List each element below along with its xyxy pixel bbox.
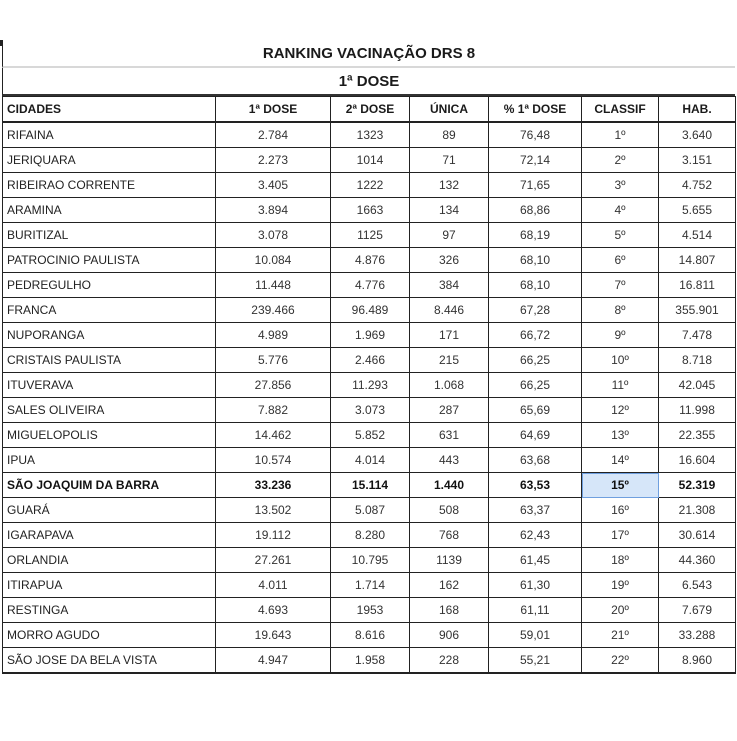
cell-dose1[interactable]: 33.236 bbox=[216, 473, 331, 498]
cell-dose2[interactable]: 5.087 bbox=[331, 498, 410, 523]
cell-unica[interactable]: 134 bbox=[410, 198, 489, 223]
table-row bbox=[3, 122, 736, 148]
cell-city[interactable]: ITIRAPUA bbox=[3, 573, 216, 598]
cell-dose1[interactable]: 13.502 bbox=[216, 498, 331, 523]
cell-city[interactable]: MIGUELOPOLIS bbox=[3, 423, 216, 448]
cell-unica[interactable]: 1.068 bbox=[410, 373, 489, 398]
cell-pct-dose1[interactable]: 59,01 bbox=[489, 623, 582, 648]
cell-classif[interactable]: 1º bbox=[582, 122, 659, 148]
cell-dose2[interactable]: 4.014 bbox=[331, 448, 410, 473]
cell-dose2[interactable]: 11.293 bbox=[331, 373, 410, 398]
table-row bbox=[3, 598, 736, 623]
cell-dose1[interactable]: 19.112 bbox=[216, 523, 331, 548]
cell-unica[interactable]: 97 bbox=[410, 223, 489, 248]
cell-dose1[interactable]: 5.776 bbox=[216, 348, 331, 373]
sheet-title: RANKING VACINAÇÃO DRS 8 bbox=[2, 40, 735, 68]
column-header-pct-dose1[interactable]: % 1ª DOSE bbox=[489, 97, 582, 123]
ranking-table bbox=[2, 96, 736, 674]
cell-city[interactable]: IGARAPAVA bbox=[3, 523, 216, 548]
cell-dose2[interactable]: 1.969 bbox=[331, 323, 410, 348]
table-row bbox=[3, 448, 736, 473]
cell-classif[interactable]: 15º bbox=[582, 473, 659, 498]
cell-hab[interactable]: 6.543 bbox=[659, 573, 736, 598]
table-row bbox=[3, 323, 736, 348]
cell-city[interactable]: FRANCA bbox=[3, 298, 216, 323]
cell-dose1[interactable]: 27.261 bbox=[216, 548, 331, 573]
table-row bbox=[3, 198, 736, 223]
cell-dose2[interactable]: 1663 bbox=[331, 198, 410, 223]
column-header-cidades[interactable]: CIDADES bbox=[3, 97, 216, 123]
cell-unica[interactable]: 168 bbox=[410, 598, 489, 623]
cell-pct-dose1[interactable]: 68,86 bbox=[489, 198, 582, 223]
cell-dose1[interactable]: 10.574 bbox=[216, 448, 331, 473]
cell-unica[interactable]: 384 bbox=[410, 273, 489, 298]
cell-city[interactable]: IPUA bbox=[3, 448, 216, 473]
cell-hab[interactable]: 355.901 bbox=[659, 298, 736, 323]
cell-dose2[interactable]: 2.466 bbox=[331, 348, 410, 373]
cell-dose1[interactable]: 3.078 bbox=[216, 223, 331, 248]
cell-classif[interactable]: 7º bbox=[582, 273, 659, 298]
table-row bbox=[3, 148, 736, 173]
table-row bbox=[3, 423, 736, 448]
cell-dose1[interactable]: 10.084 bbox=[216, 248, 331, 273]
cell-unica[interactable]: 1.440 bbox=[410, 473, 489, 498]
cell-pct-dose1[interactable]: 66,25 bbox=[489, 373, 582, 398]
cell-city[interactable]: RIFAINA bbox=[3, 122, 216, 148]
cell-pct-dose1[interactable]: 68,10 bbox=[489, 248, 582, 273]
cell-classif[interactable]: 22º bbox=[582, 648, 659, 674]
cell-pct-dose1[interactable]: 68,10 bbox=[489, 273, 582, 298]
cell-classif[interactable]: 14º bbox=[582, 448, 659, 473]
cell-city[interactable]: MORRO AGUDO bbox=[3, 623, 216, 648]
cell-pct-dose1[interactable]: 68,19 bbox=[489, 223, 582, 248]
cell-pct-dose1[interactable]: 71,65 bbox=[489, 173, 582, 198]
cell-pct-dose1[interactable]: 67,28 bbox=[489, 298, 582, 323]
table-row bbox=[3, 248, 736, 273]
cell-pct-dose1[interactable]: 63,68 bbox=[489, 448, 582, 473]
column-header-hab[interactable]: HAB. bbox=[659, 97, 736, 123]
cell-pct-dose1[interactable]: 64,69 bbox=[489, 423, 582, 448]
cell-dose1[interactable]: 2.784 bbox=[216, 122, 331, 148]
cell-dose2[interactable]: 10.795 bbox=[331, 548, 410, 573]
cell-unica[interactable]: 768 bbox=[410, 523, 489, 548]
table-row bbox=[3, 648, 736, 674]
cell-dose1[interactable]: 14.462 bbox=[216, 423, 331, 448]
cell-classif[interactable]: 10º bbox=[582, 348, 659, 373]
cell-unica[interactable]: 906 bbox=[410, 623, 489, 648]
cell-pct-dose1[interactable]: 55,21 bbox=[489, 648, 582, 674]
cell-dose1[interactable]: 4.693 bbox=[216, 598, 331, 623]
cell-dose2[interactable]: 8.616 bbox=[331, 623, 410, 648]
cell-dose2[interactable]: 1323 bbox=[331, 122, 410, 148]
cell-city[interactable]: RIBEIRAO CORRENTE bbox=[3, 173, 216, 198]
cell-hab[interactable]: 4.514 bbox=[659, 223, 736, 248]
cell-unica[interactable]: 171 bbox=[410, 323, 489, 348]
cell-unica[interactable]: 443 bbox=[410, 448, 489, 473]
cell-hab[interactable]: 52.319 bbox=[659, 473, 736, 498]
cell-city[interactable]: PATROCINIO PAULISTA bbox=[3, 248, 216, 273]
cell-dose2[interactable]: 96.489 bbox=[331, 298, 410, 323]
ranking-sheet bbox=[2, 40, 735, 674]
cell-dose1[interactable]: 4.989 bbox=[216, 323, 331, 348]
table-row bbox=[3, 298, 736, 323]
cell-unica[interactable]: 1139 bbox=[410, 548, 489, 573]
cell-unica[interactable]: 228 bbox=[410, 648, 489, 674]
cell-classif[interactable]: 5º bbox=[582, 223, 659, 248]
cell-classif[interactable]: 20º bbox=[582, 598, 659, 623]
cell-dose2[interactable]: 3.073 bbox=[331, 398, 410, 423]
cell-hab[interactable]: 33.288 bbox=[659, 623, 736, 648]
cell-city[interactable]: SÃO JOAQUIM DA BARRA bbox=[3, 473, 216, 498]
cell-city[interactable]: GUARÁ bbox=[3, 498, 216, 523]
table-row bbox=[3, 573, 736, 598]
cell-classif[interactable]: 8º bbox=[582, 298, 659, 323]
cell-pct-dose1[interactable]: 65,69 bbox=[489, 398, 582, 423]
cell-dose2[interactable]: 1014 bbox=[331, 148, 410, 173]
cell-dose2[interactable]: 8.280 bbox=[331, 523, 410, 548]
cell-hab[interactable]: 16.811 bbox=[659, 273, 736, 298]
cell-city[interactable]: SALES OLIVEIRA bbox=[3, 398, 216, 423]
table-row bbox=[3, 548, 736, 573]
cell-city[interactable]: PEDREGULHO bbox=[3, 273, 216, 298]
cell-city[interactable]: JERIQUARA bbox=[3, 148, 216, 173]
table-row bbox=[3, 348, 736, 373]
cell-hab[interactable]: 14.807 bbox=[659, 248, 736, 273]
table-row bbox=[3, 523, 736, 548]
cell-pct-dose1[interactable]: 61,30 bbox=[489, 573, 582, 598]
cell-unica[interactable]: 326 bbox=[410, 248, 489, 273]
cell-dose2[interactable]: 15.114 bbox=[331, 473, 410, 498]
cell-hab[interactable]: 16.604 bbox=[659, 448, 736, 473]
cell-hab[interactable]: 21.308 bbox=[659, 498, 736, 523]
cell-dose1[interactable]: 3.894 bbox=[216, 198, 331, 223]
cell-classif[interactable]: 21º bbox=[582, 623, 659, 648]
cell-hab[interactable]: 4.752 bbox=[659, 173, 736, 198]
cell-classif[interactable]: 6º bbox=[582, 248, 659, 273]
cell-unica[interactable]: 287 bbox=[410, 398, 489, 423]
cell-dose2[interactable]: 1222 bbox=[331, 173, 410, 198]
cell-unica[interactable]: 89 bbox=[410, 122, 489, 148]
table-row bbox=[3, 473, 736, 498]
cell-classif[interactable]: 9º bbox=[582, 323, 659, 348]
cell-dose1[interactable]: 11.448 bbox=[216, 273, 331, 298]
cell-classif[interactable]: 17º bbox=[582, 523, 659, 548]
cell-pct-dose1[interactable]: 62,43 bbox=[489, 523, 582, 548]
column-header-classif[interactable]: CLASSIF bbox=[582, 97, 659, 123]
cell-classif[interactable]: 2º bbox=[582, 148, 659, 173]
cell-classif[interactable]: 3º bbox=[582, 173, 659, 198]
cell-dose1[interactable]: 4.947 bbox=[216, 648, 331, 674]
cell-dose1[interactable]: 239.466 bbox=[216, 298, 331, 323]
table-row bbox=[3, 373, 736, 398]
table-row bbox=[3, 273, 736, 298]
cell-pct-dose1[interactable]: 61,11 bbox=[489, 598, 582, 623]
cell-dose1[interactable]: 27.856 bbox=[216, 373, 331, 398]
cell-dose2[interactable]: 1.958 bbox=[331, 648, 410, 674]
cell-hab[interactable]: 8.718 bbox=[659, 348, 736, 373]
cell-hab[interactable]: 11.998 bbox=[659, 398, 736, 423]
table-row bbox=[3, 398, 736, 423]
cell-city[interactable]: NUPORANGA bbox=[3, 323, 216, 348]
cell-city[interactable]: ARAMINA bbox=[3, 198, 216, 223]
cell-pct-dose1[interactable]: 63,53 bbox=[489, 473, 582, 498]
cell-pct-dose1[interactable]: 72,14 bbox=[489, 148, 582, 173]
table-row bbox=[3, 223, 736, 248]
cell-hab[interactable]: 7.679 bbox=[659, 598, 736, 623]
cell-unica[interactable]: 162 bbox=[410, 573, 489, 598]
table-header-row bbox=[3, 97, 736, 123]
cell-dose2[interactable]: 1953 bbox=[331, 598, 410, 623]
cell-classif[interactable]: 18º bbox=[582, 548, 659, 573]
cell-city[interactable]: ITUVERAVA bbox=[3, 373, 216, 398]
cell-pct-dose1[interactable]: 61,45 bbox=[489, 548, 582, 573]
cell-dose1[interactable]: 2.273 bbox=[216, 148, 331, 173]
cell-dose2[interactable]: 1125 bbox=[331, 223, 410, 248]
cell-hab[interactable]: 7.478 bbox=[659, 323, 736, 348]
cell-classif[interactable]: 16º bbox=[582, 498, 659, 523]
cell-dose1[interactable]: 7.882 bbox=[216, 398, 331, 423]
cell-pct-dose1[interactable]: 63,37 bbox=[489, 498, 582, 523]
cell-hab[interactable]: 5.655 bbox=[659, 198, 736, 223]
cell-classif[interactable]: 4º bbox=[582, 198, 659, 223]
cell-hab[interactable]: 30.614 bbox=[659, 523, 736, 548]
table-row bbox=[3, 498, 736, 523]
table-row bbox=[3, 173, 736, 198]
cell-city[interactable]: ORLANDIA bbox=[3, 548, 216, 573]
cell-classif[interactable]: 12º bbox=[582, 398, 659, 423]
cell-unica[interactable]: 508 bbox=[410, 498, 489, 523]
cell-dose2[interactable]: 4.876 bbox=[331, 248, 410, 273]
cell-pct-dose1[interactable]: 66,25 bbox=[489, 348, 582, 373]
cell-unica[interactable]: 132 bbox=[410, 173, 489, 198]
column-header-unica[interactable]: ÚNICA bbox=[410, 97, 489, 123]
column-header-dose1[interactable]: 1ª DOSE bbox=[216, 97, 331, 123]
cell-dose2[interactable]: 1.714 bbox=[331, 573, 410, 598]
cell-pct-dose1[interactable]: 66,72 bbox=[489, 323, 582, 348]
cell-dose2[interactable]: 4.776 bbox=[331, 273, 410, 298]
cell-dose1[interactable]: 3.405 bbox=[216, 173, 331, 198]
cell-pct-dose1[interactable]: 76,48 bbox=[489, 122, 582, 148]
cell-hab[interactable]: 42.045 bbox=[659, 373, 736, 398]
cell-unica[interactable]: 631 bbox=[410, 423, 489, 448]
cell-classif[interactable]: 19º bbox=[582, 573, 659, 598]
cell-hab[interactable]: 8.960 bbox=[659, 648, 736, 674]
cell-unica[interactable]: 215 bbox=[410, 348, 489, 373]
cell-city[interactable]: SÃO JOSE DA BELA VISTA bbox=[3, 648, 216, 674]
cell-dose1[interactable]: 4.011 bbox=[216, 573, 331, 598]
cell-hab[interactable]: 3.640 bbox=[659, 122, 736, 148]
cell-unica[interactable]: 71 bbox=[410, 148, 489, 173]
cell-city[interactable]: RESTINGA bbox=[3, 598, 216, 623]
sheet-subtitle: 1ª DOSE bbox=[2, 68, 735, 96]
cell-hab[interactable]: 44.360 bbox=[659, 548, 736, 573]
cell-dose1[interactable]: 19.643 bbox=[216, 623, 331, 648]
cell-dose2[interactable]: 5.852 bbox=[331, 423, 410, 448]
cell-unica[interactable]: 8.446 bbox=[410, 298, 489, 323]
cell-hab[interactable]: 22.355 bbox=[659, 423, 736, 448]
cell-city[interactable]: CRISTAIS PAULISTA bbox=[3, 348, 216, 373]
table-row bbox=[3, 623, 736, 648]
cell-city[interactable]: BURITIZAL bbox=[3, 223, 216, 248]
column-header-dose2[interactable]: 2ª DOSE bbox=[331, 97, 410, 123]
cell-hab[interactable]: 3.151 bbox=[659, 148, 736, 173]
cell-classif[interactable]: 11º bbox=[582, 373, 659, 398]
cell-classif[interactable]: 13º bbox=[582, 423, 659, 448]
